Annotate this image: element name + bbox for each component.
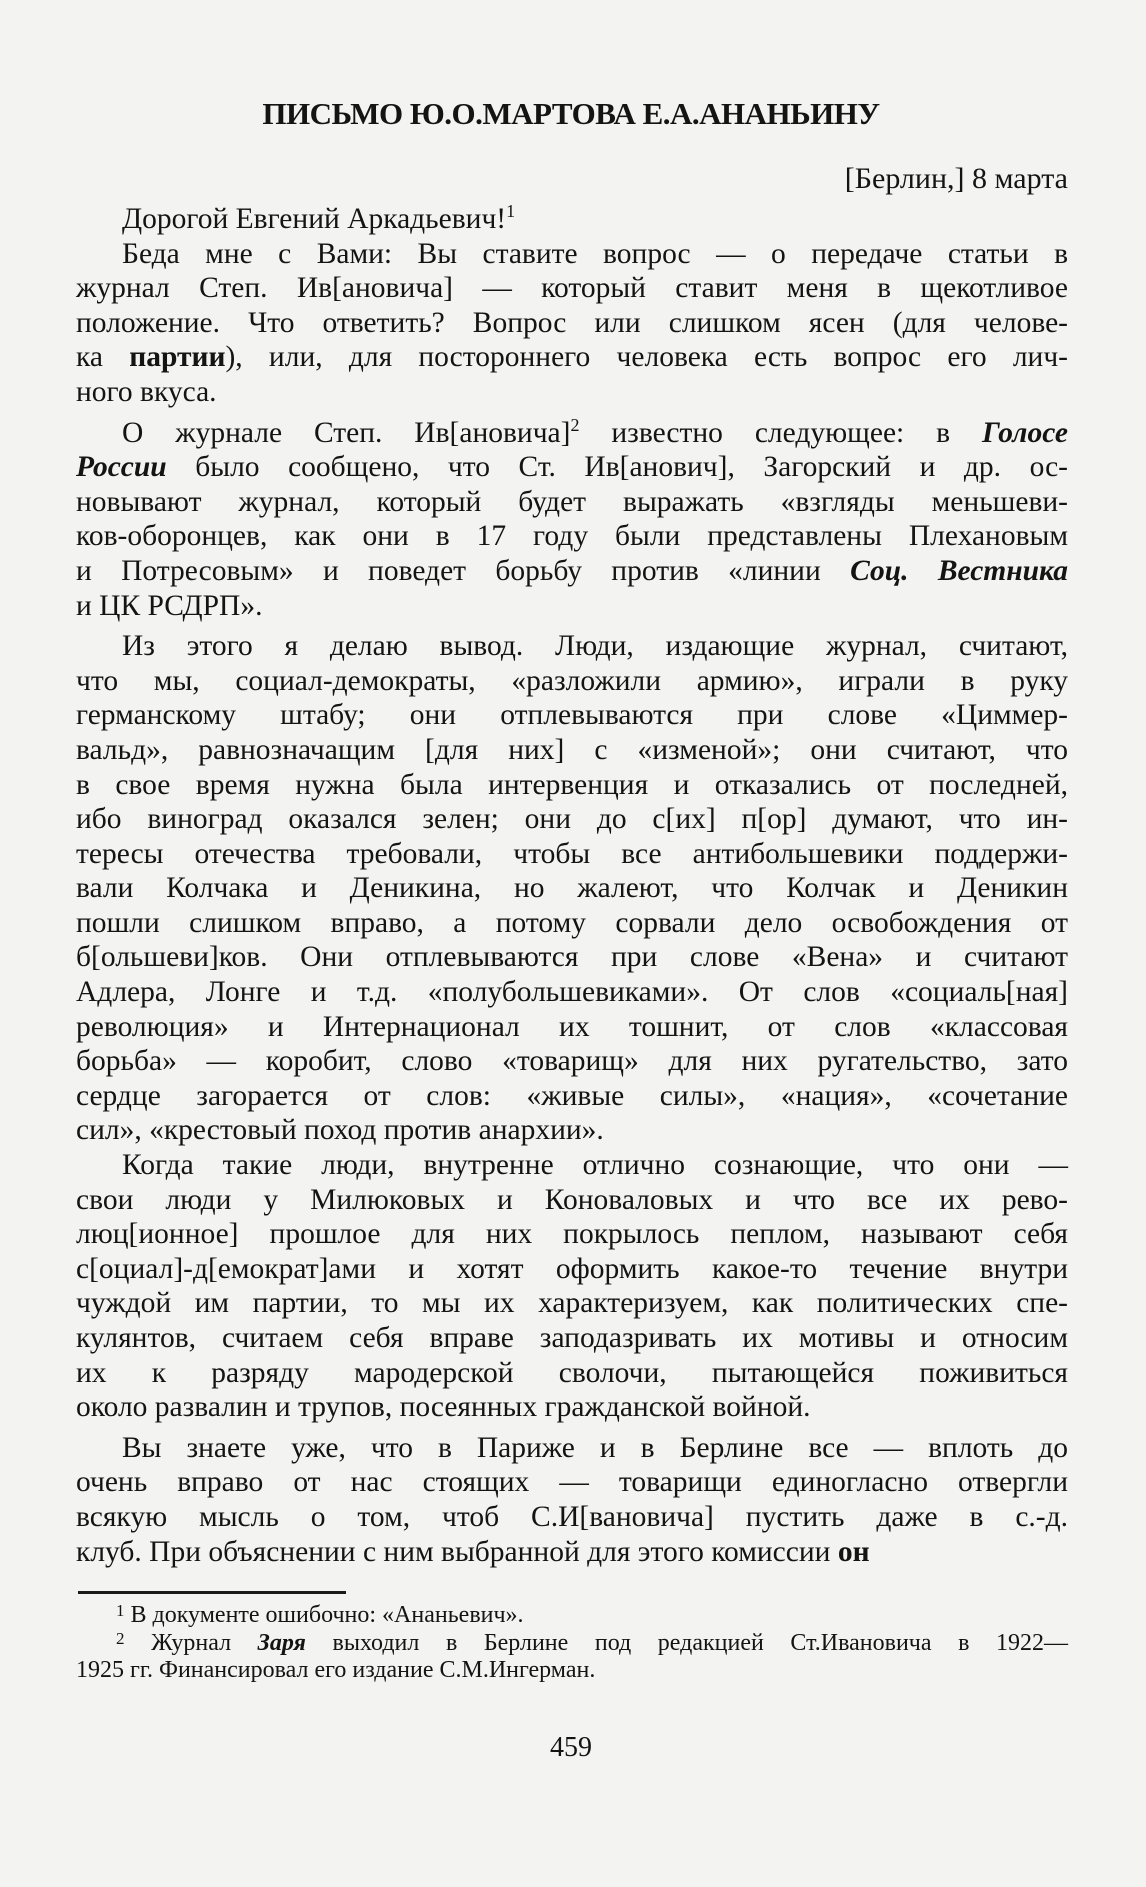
text-line (76, 1465, 1068, 1500)
text-line (76, 271, 1068, 306)
text-line (76, 202, 1068, 237)
text-segment: борьба» — коробит, слово «товарищ» для них ругательство, зато (76, 1045, 1068, 1078)
text-segment: он (837, 1535, 870, 1568)
letter-body (76, 202, 1068, 1569)
text-segment: Дорогой Евгений Аркадьевич! (122, 203, 507, 235)
text-segment: Голосе (982, 416, 1068, 449)
footnote-marker: 1 (116, 1601, 125, 1620)
text-line (76, 589, 1068, 624)
text-line (76, 375, 1068, 410)
text-line (76, 733, 1068, 768)
text-segment: пошли слишком вправо, а потому сорвали дело освобождения от (76, 906, 1068, 939)
text-segment: 1925 гг. Финансировал его издание С.М.Ингерман. (76, 1657, 596, 1683)
text-segment: выходил в Берлине под редакцией Ст.Ивановича в 1922— (305, 1629, 1068, 1656)
page-number: 459 (550, 1732, 592, 1763)
footnote (76, 1630, 1068, 1685)
text-line (76, 1630, 1068, 1658)
text-line (76, 1113, 1068, 1148)
text-segment: кулянтов, считаем себя вправе заподазривать их мотивы и относим (76, 1322, 1068, 1354)
text-segment: Адлера, Лонге и т.д. «полубольшевиками». От слов «социаль[ная] (76, 976, 1068, 1009)
letter-title: ПИСЬМО Ю.О.МАРТОВА Е.А.АНАНЬИНУ (262, 96, 880, 131)
text-line (76, 1657, 1068, 1685)
paragraph (76, 629, 1068, 1148)
text-line (76, 554, 1068, 589)
text-segment: ), или, для постороннего человека есть вопрос его лич- (225, 341, 1068, 374)
text-segment: вали Колчака и Деникина, но жалеют, что Колчак и Деникин (76, 872, 1068, 905)
text-segment: Соц. Вестника (850, 554, 1069, 587)
text-segment: Из этого я делаю вывод. Люди, издающие журнал, считают, (122, 630, 1068, 663)
footnote-marker: 2 (116, 1628, 125, 1648)
text-line (76, 1010, 1068, 1045)
text-segment: около развалин и трупов, посеянных гражданской войной. (76, 1391, 811, 1424)
footnote-marker: 1 (506, 201, 516, 221)
text-line (76, 698, 1068, 733)
text-segment: вальд», равнозначащим [для них] с «изменой»; они считают, что (76, 733, 1068, 766)
text-segment: было сообщено, что Ст. Ив[анович], Загорский и др. ос- (166, 451, 1068, 484)
text-segment: России (76, 451, 167, 484)
text-line (76, 485, 1068, 520)
text-line (76, 237, 1068, 272)
text-line (76, 906, 1068, 941)
text-line (76, 768, 1068, 803)
footnote (76, 1602, 1068, 1630)
text-segment: новывают журнал, который будет выражать «взгляды меньшеви- (76, 485, 1068, 518)
text-line (76, 1183, 1068, 1218)
text-line (76, 450, 1068, 485)
text-line (76, 1500, 1068, 1535)
text-segment: их к разряду мародерской сволочи, пытающейся поживиться (76, 1356, 1068, 1389)
text-segment: сил», «крестовый поход против анархии». (76, 1114, 604, 1147)
text-line (76, 629, 1068, 664)
text-line (76, 340, 1068, 375)
text-line (76, 1148, 1068, 1183)
footnote-divider (78, 1591, 346, 1594)
text-segment: б[ольшеви]ков. Они отплевываются при слове «Вена» и считают (76, 941, 1068, 974)
dateline: [Берлин,] 8 марта (844, 162, 1068, 195)
text-segment: Заря (257, 1629, 306, 1656)
text-segment: сердце загорается от слов: «живые силы», «нация», «сочетание (76, 1079, 1068, 1112)
text-segment: Вы знаете уже, что в Париже и в Берлине все — вплоть до (122, 1431, 1068, 1464)
text-segment: Беда мне с Вами: Вы ставите вопрос — о передаче статьи в (122, 237, 1068, 270)
text-line (76, 306, 1068, 341)
text-segment: с[оциал]-д[емократ]ами и хотят оформить какое-то течение внутри (76, 1252, 1068, 1285)
text-line (76, 1535, 1068, 1570)
text-line (76, 1044, 1068, 1079)
text-segment: чуждой им партии, то мы их характеризуем, как политических спе- (76, 1287, 1068, 1320)
text-segment: ибо виноград оказался зелен; они до с[их] п[ор] думают, что ин- (76, 803, 1068, 836)
footnotes (76, 1602, 1068, 1685)
text-line (76, 519, 1068, 554)
text-line (76, 1431, 1068, 1466)
text-segment: ков-оборонцев, как они в 17 году были представлены Плехановым (76, 520, 1068, 553)
text-segment: и ЦК РСДРП». (76, 589, 263, 622)
text-segment: и Потресовым» и поведет борьбу против «линии (76, 554, 851, 587)
text-segment: революция» и Интернационал их тошнит, от слов «классовая (76, 1010, 1068, 1043)
text-line (76, 837, 1068, 872)
text-line (76, 416, 1068, 451)
text-line (76, 664, 1068, 699)
text-segment: клуб. При объяснении с ним выбранной для этого комиссии (76, 1535, 838, 1568)
text-segment: В документе ошибочно: «Ананьевич». (124, 1602, 524, 1628)
text-line (76, 1321, 1068, 1356)
text-segment: тересы отечества требовали, чтобы все антибольшевики поддержи- (76, 837, 1068, 870)
text-segment: Журнал (124, 1629, 258, 1656)
paragraph (76, 237, 1068, 410)
text-segment: в свое время нужна была интервенция и отказались от последней, (76, 768, 1068, 801)
paragraph (76, 1148, 1068, 1425)
text-line (76, 975, 1068, 1010)
text-line (76, 1356, 1068, 1391)
text-segment: ка (76, 341, 130, 374)
text-segment: очень вправо от нас стоящих — товарищи единогласно отвергли (76, 1466, 1068, 1499)
text-line (76, 871, 1068, 906)
text-segment: О журнале Степ. Ив[ановича] (122, 416, 571, 449)
footnote-marker: 2 (570, 414, 580, 435)
text-segment: журнал Степ. Ив[ановича] — который ставит меня в щекотливое (76, 272, 1068, 305)
paragraph (76, 1431, 1068, 1569)
text-segment: известно следующее: в (579, 416, 982, 449)
text-segment: люц[ионное] прошлое для них покрылось пеплом, называют себя (76, 1218, 1068, 1251)
text-segment: ного вкуса. (76, 375, 217, 408)
paragraph (76, 416, 1068, 624)
text-line (76, 940, 1068, 975)
text-line (76, 1390, 1068, 1425)
text-segment: Когда такие люди, внутренне отлично сознающие, что они — (122, 1149, 1068, 1182)
text-segment: германскому штабу; они отплевываются при слове «Циммер- (76, 699, 1068, 732)
text-line (76, 1079, 1068, 1114)
text-segment: всякую мысль о том, чтоб С.И[вановича] пустить даже в с.-д. (76, 1500, 1068, 1533)
text-line (76, 802, 1068, 837)
text-line (76, 1252, 1068, 1287)
text-line (76, 1217, 1068, 1252)
text-segment: что мы, социал-демократы, «разложили армию», играли в руку (76, 664, 1068, 697)
text-segment: свои люди у Милюковых и Коноваловых и что все их рево- (76, 1183, 1068, 1216)
paragraph (76, 202, 1068, 237)
text-line (76, 1602, 1068, 1630)
text-line (76, 1286, 1068, 1321)
text-segment: положение. Что ответить? Вопрос или слишком ясен (для челове- (76, 306, 1068, 339)
text-segment: партии (129, 341, 226, 374)
